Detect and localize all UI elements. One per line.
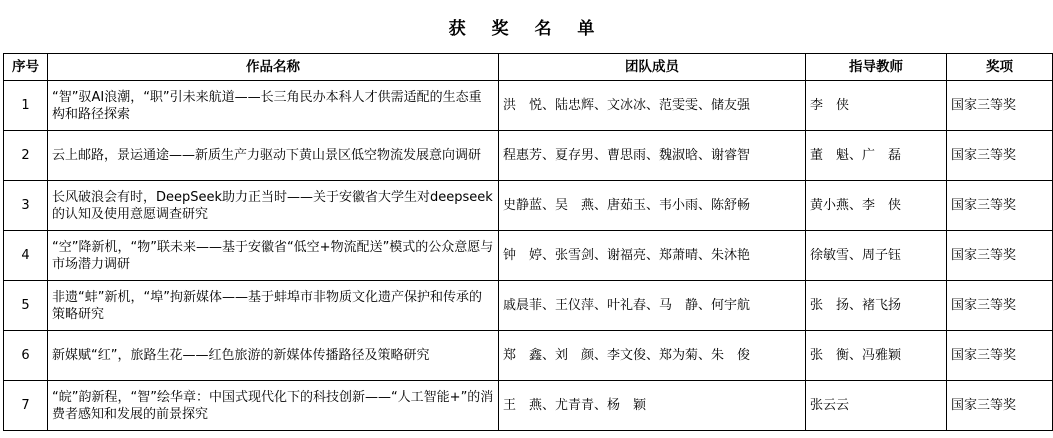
awards-table bbox=[3, 53, 1053, 431]
row-advisor: 徐敏雪、周子钰 bbox=[806, 231, 947, 281]
row-work-title: 长风破浪会有时，DeepSeek助力正当时——关于安徽省大学生对deepseek的认知及使用意愿调查研究 bbox=[48, 181, 499, 231]
row-work-title: “空”降新机，“物”联未来——基于安徽省“低空+物流配送”模式的公众意愿与市场潜力调研 bbox=[48, 231, 499, 281]
row-award: 国家三等奖 bbox=[947, 231, 1053, 281]
row-award: 国家三等奖 bbox=[947, 131, 1053, 181]
table-row bbox=[4, 231, 1053, 281]
row-index: 3 bbox=[4, 181, 48, 231]
table-row bbox=[4, 281, 1053, 331]
row-work-title: “皖”韵新程，“智”绘华章：中国式现代化下的科技创新——“人工智能+”的消费者感知和发展的前景探究 bbox=[48, 381, 499, 431]
row-award: 国家三等奖 bbox=[947, 281, 1053, 331]
row-index: 4 bbox=[4, 231, 48, 281]
row-award: 国家三等奖 bbox=[947, 381, 1053, 431]
header-advisor: 指导教师 bbox=[806, 54, 947, 81]
row-advisor: 张云云 bbox=[806, 381, 947, 431]
row-award: 国家三等奖 bbox=[947, 81, 1053, 131]
row-team-members: 洪 悦、陆忠辉、文冰冰、范雯雯、储友强 bbox=[499, 81, 806, 131]
page-title: 获 奖 名 单 bbox=[448, 19, 605, 39]
header-team-members: 团队成员 bbox=[499, 54, 806, 81]
row-advisor: 董 魁、广 磊 bbox=[806, 131, 947, 181]
row-work-title: 非遗“蚌”新机，“埠”拘新媒体——基于蚌埠市非物质文化遗产保护和传承的策略研究 bbox=[48, 281, 499, 331]
table-row bbox=[4, 381, 1053, 431]
row-award: 国家三等奖 bbox=[947, 331, 1053, 381]
row-index: 2 bbox=[4, 131, 48, 181]
row-index: 5 bbox=[4, 281, 48, 331]
table-row bbox=[4, 81, 1053, 131]
row-work-title: “智”驭AI浪潮，“职”引未来航道——长三角民办本科人才供需适配的生态重构和路径探索 bbox=[48, 81, 499, 131]
table-row bbox=[4, 331, 1053, 381]
row-award: 国家三等奖 bbox=[947, 181, 1053, 231]
header-work-title: 作品名称 bbox=[48, 54, 499, 81]
header-award: 奖项 bbox=[947, 54, 1053, 81]
row-team-members: 史静蓝、吴 燕、唐茹玉、韦小雨、陈舒畅 bbox=[499, 181, 806, 231]
header-index: 序号 bbox=[4, 54, 48, 81]
row-index: 1 bbox=[4, 81, 48, 131]
row-index: 6 bbox=[4, 331, 48, 381]
table-row bbox=[4, 181, 1053, 231]
row-work-title: 新媒赋“红”，旅路生花——红色旅游的新媒体传播路径及策略研究 bbox=[48, 331, 499, 381]
row-team-members: 程惠芳、夏存男、曹思雨、魏淑晗、谢睿智 bbox=[499, 131, 806, 181]
row-team-members: 王 燕、尤青青、杨 颖 bbox=[499, 381, 806, 431]
row-advisor: 黄小燕、李 侠 bbox=[806, 181, 947, 231]
table-header-row bbox=[4, 54, 1053, 81]
row-team-members: 戚晨菲、王仪萍、叶礼春、马 静、何宇航 bbox=[499, 281, 806, 331]
row-advisor: 张 衡、冯雅颖 bbox=[806, 331, 947, 381]
row-team-members: 钟 婷、张雪剑、谢福亮、郑萧晴、朱沐艳 bbox=[499, 231, 806, 281]
row-index: 7 bbox=[4, 381, 48, 431]
table-row bbox=[4, 131, 1053, 181]
row-advisor: 李 侠 bbox=[806, 81, 947, 131]
row-advisor: 张 扬、褚飞扬 bbox=[806, 281, 947, 331]
row-work-title: 云上邮路，景运通途——新质生产力驱动下黄山景区低空物流发展意向调研 bbox=[48, 131, 499, 181]
row-team-members: 郑 鑫、刘 颜、李文俊、郑为菊、朱 俊 bbox=[499, 331, 806, 381]
